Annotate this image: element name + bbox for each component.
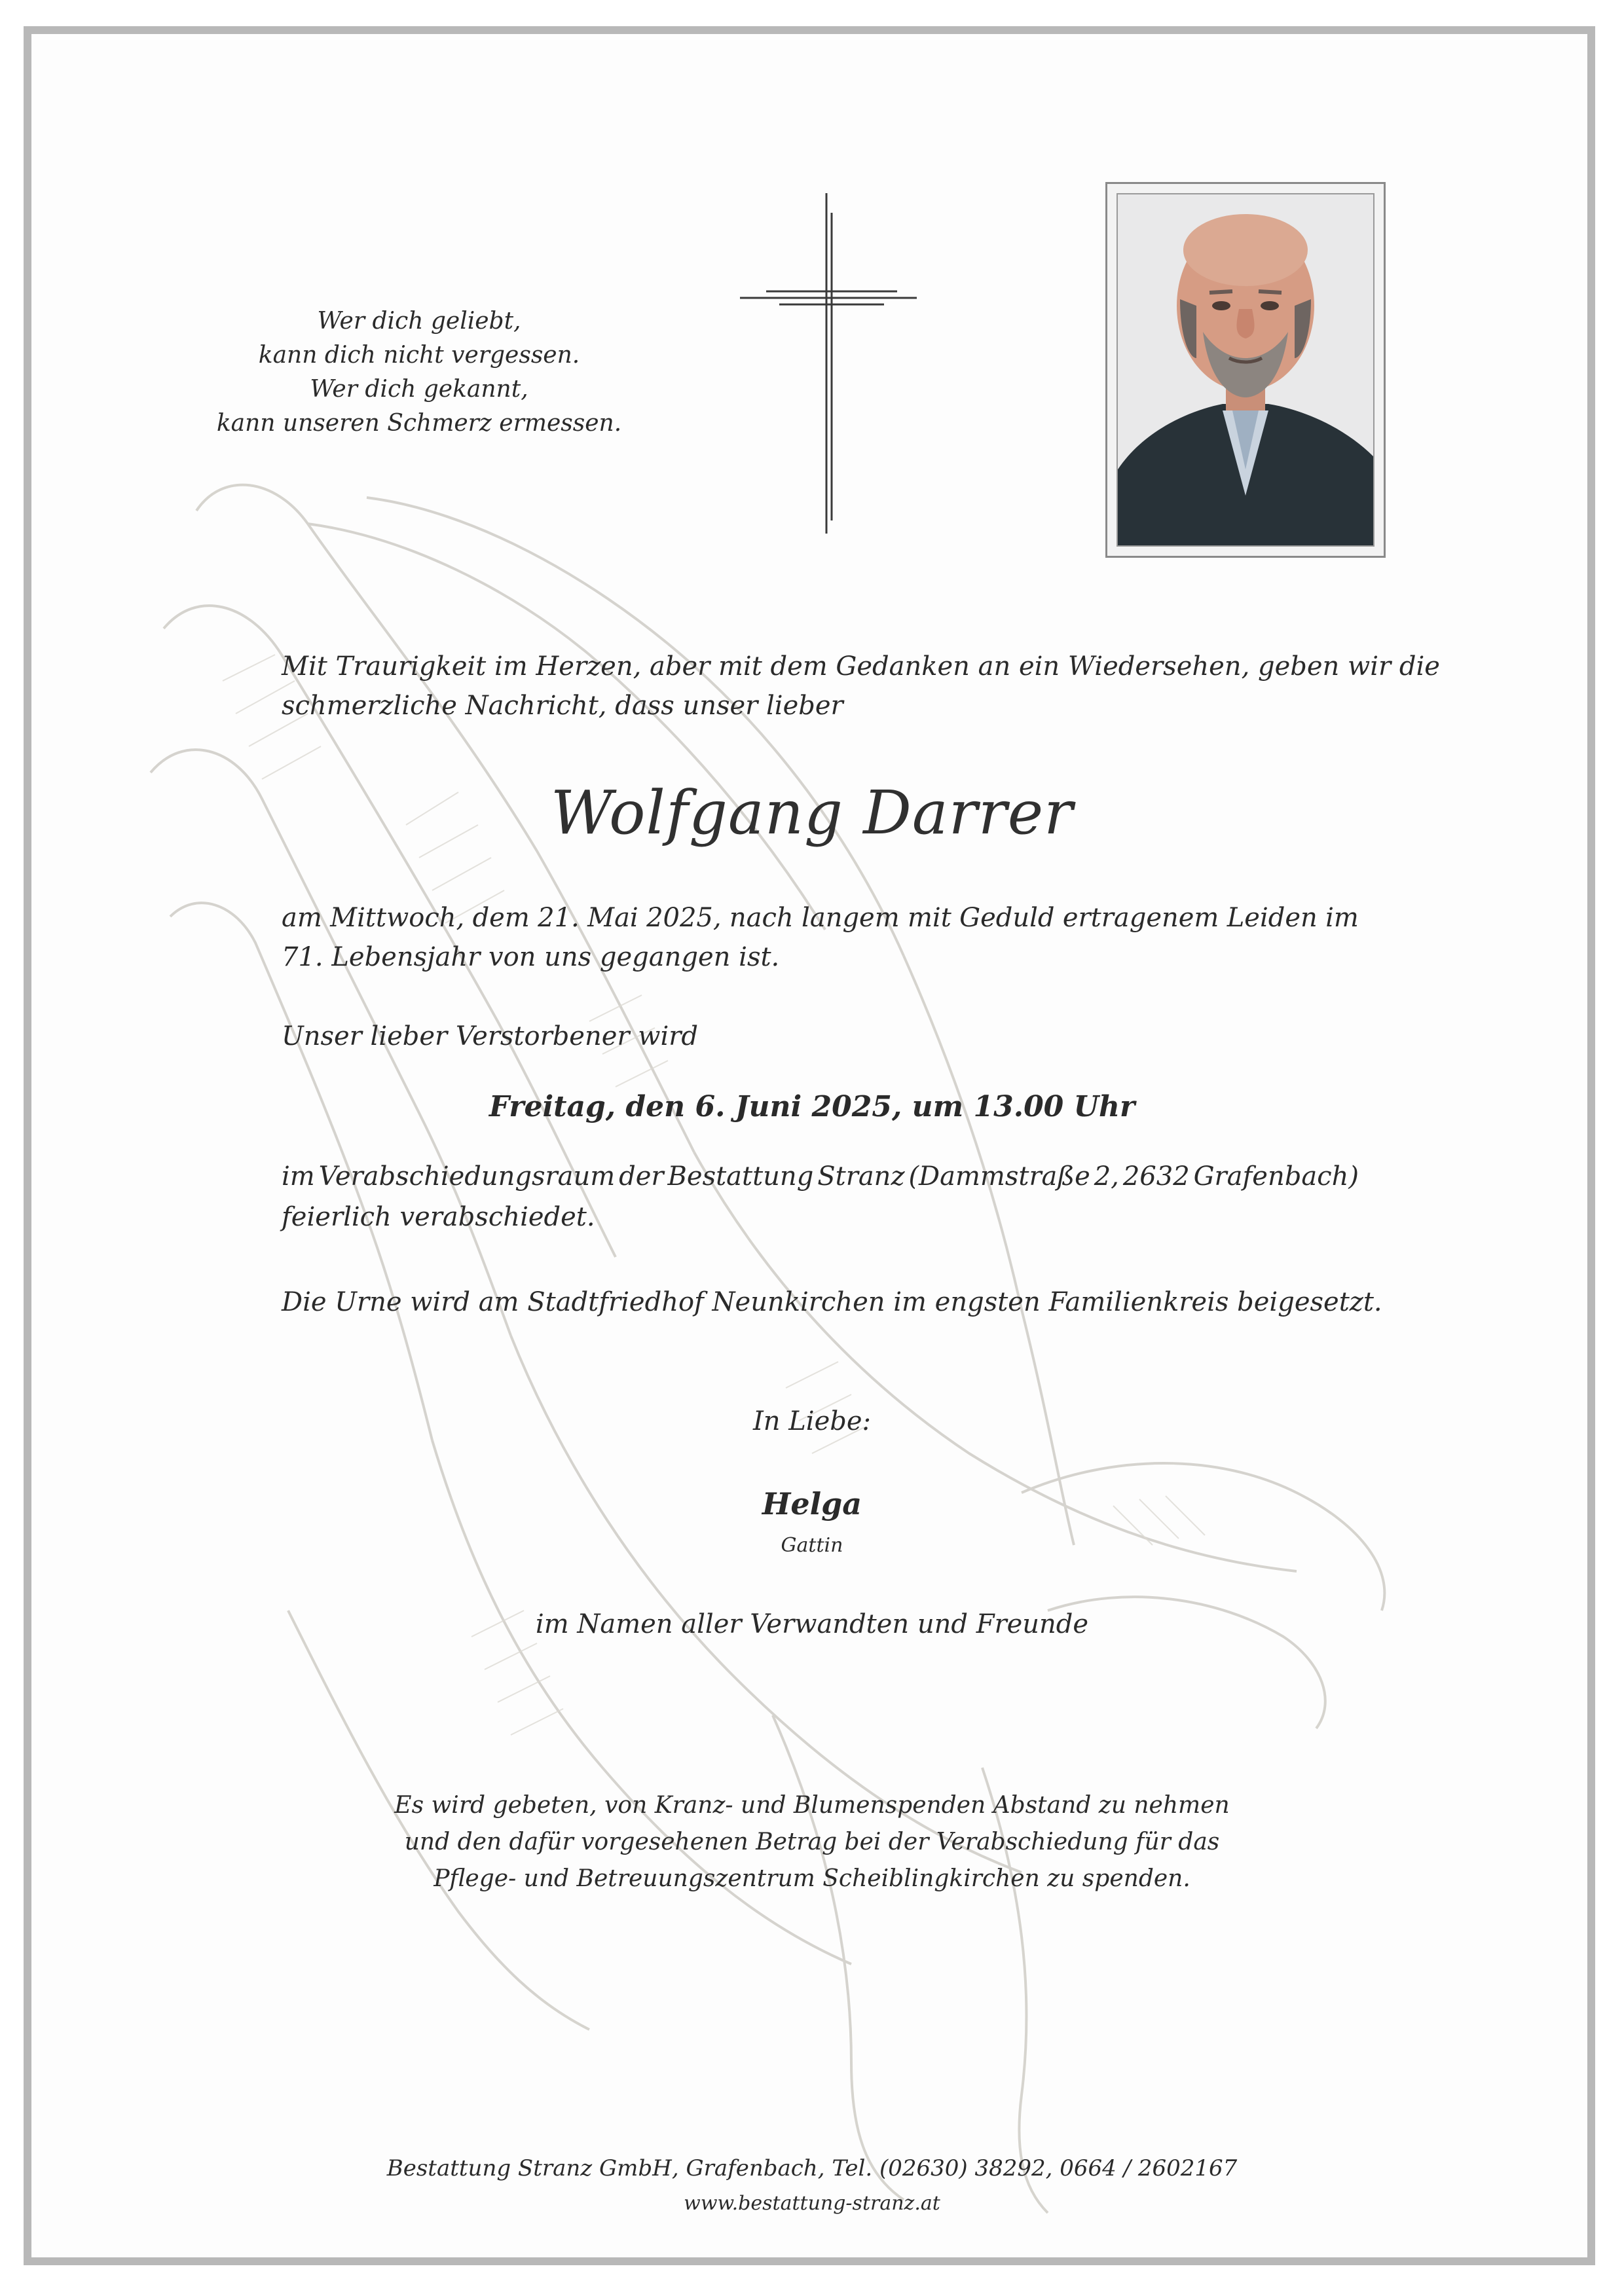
word: 2, xyxy=(1094,1161,1119,1192)
farewell-place xyxy=(282,1156,1359,1237)
donation-line: Es wird gebeten, von Kranz- und Blumenspenden Abstand zu nehmen xyxy=(394,1792,1230,1819)
word: (Dammstraße xyxy=(908,1161,1090,1192)
death-announcement xyxy=(282,898,1359,977)
motto-verse xyxy=(216,304,622,441)
in-love-label: In Liebe: xyxy=(752,1406,872,1436)
word: 2025, xyxy=(646,903,722,933)
portrait-photo xyxy=(1116,193,1375,547)
donation-line: Pflege- und Betreuungszentrum Scheiblingkirchen zu spenden. xyxy=(434,1865,1190,1892)
word: Stranz xyxy=(817,1161,905,1192)
portrait-frame xyxy=(1105,182,1386,558)
word: ertragenem xyxy=(1062,903,1219,933)
motto-line: Wer dich geliebt, xyxy=(317,308,521,335)
motto-line: kann dich nicht vergessen. xyxy=(258,342,580,369)
word: am xyxy=(282,903,322,933)
donation-note xyxy=(0,1787,1624,1897)
word: Mai xyxy=(587,903,638,933)
mourner-name: Helga xyxy=(762,1486,862,1522)
word: Geduld xyxy=(959,903,1055,933)
word: Leiden xyxy=(1227,903,1318,933)
death-line-2: 71. Lebensjahr von uns gegangen ist. xyxy=(282,942,780,972)
word: der xyxy=(619,1161,664,1192)
mourner-relation: Gattin xyxy=(781,1534,843,1557)
motto-line: kann unseren Schmerz ermessen. xyxy=(216,410,622,437)
footer-website: www.bestattung-stranz.at xyxy=(684,2192,940,2215)
word: mit xyxy=(908,903,951,933)
word: 21. xyxy=(538,903,580,933)
word: Verabschiedungsraum xyxy=(318,1161,616,1192)
cross-icon xyxy=(740,193,917,534)
intro-text xyxy=(282,647,1440,725)
word: Grafenbach) xyxy=(1193,1161,1359,1192)
donation-line: und den dafür vorgesehenen Betrag bei der Verabschiedung für das xyxy=(404,1829,1220,1855)
farewell-intro: Unser lieber Verstorbener wird xyxy=(282,1021,698,1051)
motto-line: Wer dich gekannt, xyxy=(310,376,528,403)
urn-burial-note: Die Urne wird am Stadtfriedhof Neunkirchen im engsten Familienkreis beigesetzt. xyxy=(282,1287,1382,1317)
footer-company: Bestattung Stranz GmbH, Grafenbach, Tel. (02630) 38292, 0664 / 2602167 xyxy=(386,2155,1238,2181)
word: langem xyxy=(802,903,900,933)
word: im xyxy=(1325,903,1359,933)
mourners-others: im Namen aller Verwandten und Freunde xyxy=(535,1609,1089,1639)
word: 2632 xyxy=(1122,1161,1190,1192)
word: Mittwoch, xyxy=(330,903,465,933)
farewell-date: Freitag, den 6. Juni 2025, um 13.00 Uhr xyxy=(489,1090,1135,1123)
word: dem xyxy=(472,903,530,933)
place-line-2: feierlich verabschiedet. xyxy=(282,1202,595,1232)
word: Bestattung xyxy=(667,1161,814,1192)
word: im xyxy=(282,1161,315,1192)
intro-line: schmerzliche Nachricht, dass unser lieber xyxy=(282,691,843,721)
intro-line: Mit Traurigkeit im Herzen, aber mit dem Gedanken an ein Wiedersehen, geben wir die xyxy=(282,651,1440,682)
word: nach xyxy=(729,903,794,933)
deceased-name: Wolfgang Darrer xyxy=(550,778,1074,848)
